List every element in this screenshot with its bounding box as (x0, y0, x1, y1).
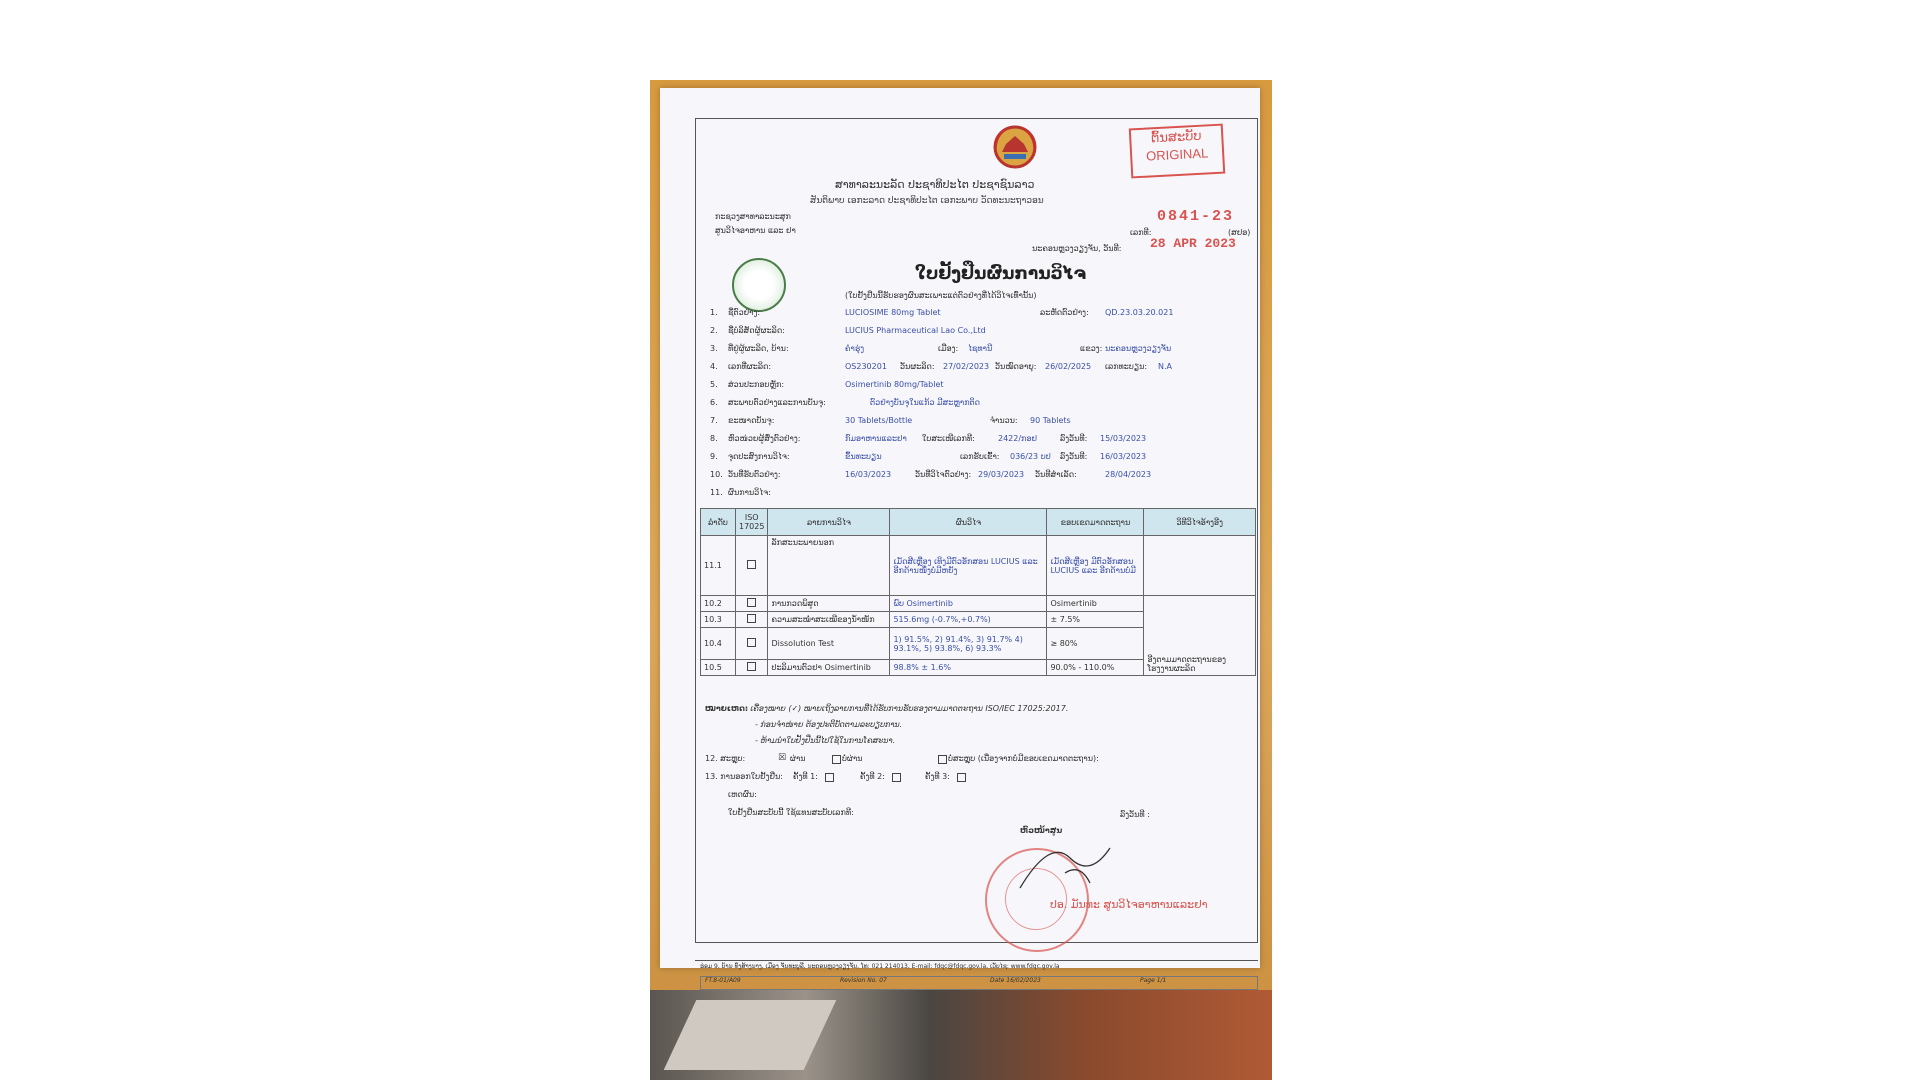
revision-number: Revision No. 07 (840, 977, 887, 984)
conclusion-label: 12. ສະຫຼຸບ: (705, 754, 746, 763)
issue-date-label: ລົງວັນທີ : (1120, 810, 1150, 819)
document-number: 0841-23 (1157, 208, 1235, 225)
conclusion-fail: ບໍ່ຜ່ານ (842, 754, 863, 763)
note-line-3: - ຫ້າມນຳໃບຢັ້ງຢືນນີ້ໄປໃຊ້ໃນການໂຄສະນາ. (755, 736, 896, 745)
signatory-name: ປອ. ມັນທະ ສູນວິໄຈອາຫານແລະຢາ (1050, 898, 1208, 911)
col-iso-header: ISO 17025 (736, 509, 768, 536)
number-suffix: (ສຢອ) (1228, 228, 1251, 237)
number-label: ເລກທີ: (1130, 228, 1152, 237)
col-spec-header: ຂອບເຂດມາດຕະຖານ (1047, 509, 1144, 536)
sample-name-value: LUCIOSIME 80mg Tablet (845, 308, 941, 317)
results-table (700, 508, 1256, 676)
issue-3-checkbox (957, 773, 966, 782)
place-date-label: ນະຄອນຫຼວງວຽງຈັນ, ວັນທີ: (1032, 244, 1122, 253)
table-row: 10.5 ປະລິມານຕົວຢາ Osimertinib 98.8% ± 1.6% 90.0% - 110.0% (701, 660, 1256, 676)
issue-1-checkbox (825, 773, 834, 782)
col-result-header: ຜົນວິໄຈ (890, 509, 1047, 536)
original-stamp-lao: ຕົ້ນສະບັບ (1150, 127, 1202, 146)
pass-checkbox-checked-icon: ☒ (778, 753, 787, 763)
replace-label: ໃບຢັ້ງຢືນສະບັບນີ້ ໃຊ້ແທນສະບັບເລກທີ: (728, 808, 854, 817)
revision-date: Date 16/02/2023 (990, 977, 1041, 984)
issue-2-checkbox (892, 773, 901, 782)
date-stamp: 28 APR 2023 (1150, 236, 1236, 251)
table-row: 10.3 ຄວາມສະໝ່ຳສະເໝີຂອງນ້ຳໜັກ 515.6mg (-0.7%,+0.7%) ± 7.5% (701, 612, 1256, 628)
country-line: ສາທາລະນະລັດ ປະຊາທິປະໄຕ ປະຊາຊົນລາວ (835, 178, 1035, 191)
photo (650, 80, 1272, 1080)
iso-checkbox (747, 638, 756, 647)
inconclusive-checkbox (938, 755, 947, 764)
method-cell: ອີງຕາມມາດຕະຖານຂອງໂຮງງານຜະລິດ (1144, 596, 1256, 676)
form-number: FT.8-01/A09 (705, 977, 741, 984)
center-label: ສູນວິໄຈອາຫານ ແລະ ຢາ (715, 226, 796, 235)
certificate-subtitle: (ໃບຢັ້ງຢືນນີ້ຮັບຮອງຜົນສະເພາະແຕ່ຕົວຢ່າງທີ່ໄດ້ວິໄຈເທົ່ານັ້ນ) (845, 291, 1037, 300)
page-number: Page 1/1 (1140, 977, 1167, 984)
original-stamp-en: ORIGINAL (1145, 145, 1209, 164)
notes-label: ໝາຍເຫດ: (705, 704, 749, 713)
signature-icon (1010, 828, 1120, 898)
col-test-header: ລາຍການວິໄຈ (768, 509, 890, 536)
note-line-2: - ກ່ອນຈຳໜ່າຍ ຕ້ອງປະຕິບັດຕາມລະບຽບການ. (755, 720, 903, 729)
fail-checkbox (832, 755, 841, 764)
iso-checkbox (747, 614, 756, 623)
fdqc-logo-icon (732, 258, 786, 312)
col-method-header: ວິທີວິໄຈອ້າງອີງ (1144, 509, 1256, 536)
national-emblem-icon (990, 124, 1040, 170)
iso-checkbox (747, 560, 756, 569)
ministry-label: ກະຊວງສາທາລະນະສຸກ (715, 212, 791, 221)
col-no-header: ລຳດັບ (701, 509, 736, 536)
footer-table (700, 976, 1258, 990)
iso-checkbox (747, 598, 756, 607)
conclusion-pass: ຜ່ານ (790, 754, 806, 763)
issue-label: 13. ການອອກໃບຢັ້ງຢືນ: (705, 772, 783, 781)
table-row: 10.2 ການກວດພິສູດ ພົບ Osimertinib Osimertinib ອີງຕາມມາດຕະຖານຂອງໂຮງງານຜະລິດ (701, 596, 1256, 612)
conclusion-inconclusive: ບໍ່ສະຫຼຸບ (ເນື່ອງຈາກບໍ່ມີຂອບເຂດມາດຕະຖານ): (948, 754, 1099, 763)
motto-line: ສັນຕິພາບ ເອກະລາດ ປະຊາທິປະໄຕ ເອກະພາບ ວັດທະນະຖາວອນ (810, 196, 1044, 206)
certificate-title: ໃບຢັ້ງຢືນຜົນການວິໄຈ (915, 264, 1087, 284)
manufacturer-value: LUCIUS Pharmaceutical Lao Co.,Ltd (845, 326, 986, 335)
sample-code-value: QD.23.03.20.021 (1105, 308, 1174, 317)
footer-address: ຮ່ອມ 9, ບ້ານ ທົ່ງສ້າງນາງ, ເມືອງ ຈັນທະບູລີ, ນະຄອນຫຼວງວຽງຈັນ, ໂທ: 021 214013, E-mail: fdqc@fdqc.gov.la, ເວັບໄຊ: www.fdqc.gov.la (700, 963, 1060, 970)
table-row: 10.4 Dissolution Test 1) 91.5%, 2) 91.4%, 3) 91.7% 4) 93.1%, 5) 93.8%, 6) 93.3% ≥ 80% (701, 628, 1256, 660)
table-header-row (701, 509, 1256, 536)
note-line-1: - ເຄື່ອງໝາຍ (✓) ໝາຍເຖິງລາຍການທີ່ໄດ້ຮັບການຮັບຮອງຕາມມາດຕະຖານ ISO/IEC 17025:2017. (745, 704, 1069, 713)
original-stamp (1129, 124, 1225, 179)
table-row: 11.1 ລັກສະນະພາຍນອກ ເມັດສີເຫຼືອງ ເທິງມີຕົວອັກສອນ LUCIUS ແລະ ອີກດ້ານໜຶ່ງບໍ່ມີຫຍັງ ເມັດສີເຫຼືອງ ມີຕົວອັກສອນ LUCIUS ແລະ ອີກດ້ານບໍ່ມີ (701, 536, 1256, 596)
iso-checkbox (747, 662, 756, 671)
signature-position: ຫົວໜ້າສູນ (1020, 826, 1063, 835)
certificate-paper: ຕົ້ນສະບັບ ORIGINAL ສາທາລະນະລັດ ປະຊາທິປະໄຕ ປະຊາຊົນລາວ ສັນຕິພາບ ເອກະລາດ ປະຊາທິປະໄຕ ເອກະພາບ ວັດທະນະຖາວອນ ກະຊວງສາທາລະນະສຸກ ສູນວິໄຈອາຫານ ແລະ ຢາ 0841-23 ເລກທີ: (ສຢອ) ນະຄອນຫຼວງວຽງຈັນ, ວັນທີ: 28 APR 2023 ໃບຢັ້ງຢືນຜົນການວິໄຈ (ໃບຢັ້ງຢືນນີ້ຮັບຮອງຜົນສະເພາະແຕ່ຕົວຢ່າງທີ່ໄດ້ວິໄຈເທົ່ານັ້ນ) 1. ຊື່ຕົວຢ່າງ: LUCIOSIME 80mg Tablet ລະຫັດຕົວຢ່າງ: QD.23.03.20.021 2. ຊື່ບໍລິສັດຜູ້ຜະລິດ: LUCIUS Pharmaceutical Lao Co.,Ltd 3. ທີ່ຢູ່ຜູ້ຜະລິດ, ບ້ານ: ຄຳຮຸ່ງ ເມືອງ: ໄຊທານີ ແຂວງ: ນະຄອນຫຼວງວຽງຈັນ 4. ເລກທີ່ຜະລິດ: OS230201 ວັນຜະລິດ: 27/02/2023 ວັນໝົດອາຍຸ: 26/02/2025 ເລກທະບຽນ: N.A 5. ສ່ວນປະກອບຫຼັກ: Osimertinib 80mg/Tablet 6. ສະພາບຕົວຢ່າງແລະການບັນຈຸ: ຕົວຢ່າງບັນຈຸໃນແກ້ວ ມີສະຫຼາກຕິດ 7. ຂະໜາດບັນຈຸ: 30 Tablets/Bottle ຈຳນວນ: 90 Tablets 8. ຫົວໜ່ວຍຜູ້ສົ່ງຕົວຢ່າງ: ກົມອາຫານແລະຢາ ໃບສະເໜີເລກທີ: 2422/ກອຢ ລົງວັນທີ: 15/03/2023 9. ຈຸດປະສົງການວິໄຈ: ຂຶ້ນທະບຽນ ເລກຮັບເຂົ້າ: 036/23 ບປ ລົງວັນທີ: 16/03/2023 10. ວັນທີ່ຮັບຕົວຢ່າງ: 16/03/2023 ວັນທີ່ວິໄຈຕົວຢ່າງ: 29/03/2023 ວັນທີສຳເລັດ: 28/04/2023 11. ຜົນການວິໄຈ: ລຳດັບ ISO 17025 ລາຍການວິໄຈ ຜົນວິໄຈ ຂອບເຂດມາດຕະຖານ ວິທີວິໄຈອ້າງອີງ 11.1 ລັກສະນະພາຍນອກ ເມັດສີເຫຼືອງ ເທິງມີຕົວອັກສອນ LUCIUS ແລະ ອີກດ້ານໜຶ່ງບໍ່ມີຫຍັງ ເມັດສີເຫຼືອງ ມີຕົວອັກສອນ LUCIUS ແລະ ອີກດ້ານບໍ່ມີ 10.2 ການກວດພິສູດ ພົບ Osimertinib Osimertinib ອີງຕາມມາດຕະຖານຂອງໂຮງງານຜະລິດ 10.3 ຄວາມສະໝ່ຳສະເໝີຂອງນ້ຳໜັກ 515.6mg (-0.7%,+0.7%) ± 7.5% 10.4 Dissolution Test 1) 91.5%, 2) 91.4%, 3) 91.7% 4) 93.1%, 5) 93.8%, 6) 93.3% ≥ 80% 10.5 ປະລິມານຕົວຢາ Osimertinib 98.8% ± 1.6% 90.0% - 110.0% ໝາຍເຫດ: - ເຄື່ອງໝາຍ (✓) ໝາຍເຖິງລາຍການທີ່ໄດ້ຮັບການຮັບຮອງຕາມມາດຕະຖານ ISO/IEC 17025:2017. - ກ່ອນຈຳໜ່າຍ ຕ້ອງປະຕິບັດຕາມລະບຽບການ. - ຫ້າມນຳໃບຢັ້ງຢືນນີ້ໄປໃຊ້ໃນການໂຄສະນາ. 12. ສະຫຼຸບ: ☒ ຜ່ານ ບໍ່ຜ່ານ ບໍ່ສະຫຼຸບ (ເນື່ອງຈາກບໍ່ມີຂອບເຂດມາດຕະຖານ): 13. ການອອກໃບຢັ້ງຢືນ: ຄັ້ງທີ 1: ຄັ້ງທີ 2: ຄັ້ງທີ 3: ເຫດຜົນ: ໃບຢັ້ງຢືນສະບັບນີ້ ໃຊ້ແທນສະບັບເລກທີ: ລົງວັນທີ : ຫົວໜ້າສູນ ປອ. ມັນທະ ສູນວິໄຈອາຫານແລະຢາ ຮ່ອມ 9, ບ້ານ ທົ່ງສ້າງນາງ, ເມືອງ ຈັນທະບູລີ, ນະຄອນຫຼວງວຽງຈັນ, ໂທ: 021 214013, E-mail: fdqc@fdqc.gov.la, ເວັບໄຊ: www.fdqc.gov.la FT.8-01/A09 Revision No. 07 Date 16/02/2023 Page 1/1 (660, 88, 1260, 968)
reason-label: ເຫດຜົນ: (728, 790, 757, 799)
